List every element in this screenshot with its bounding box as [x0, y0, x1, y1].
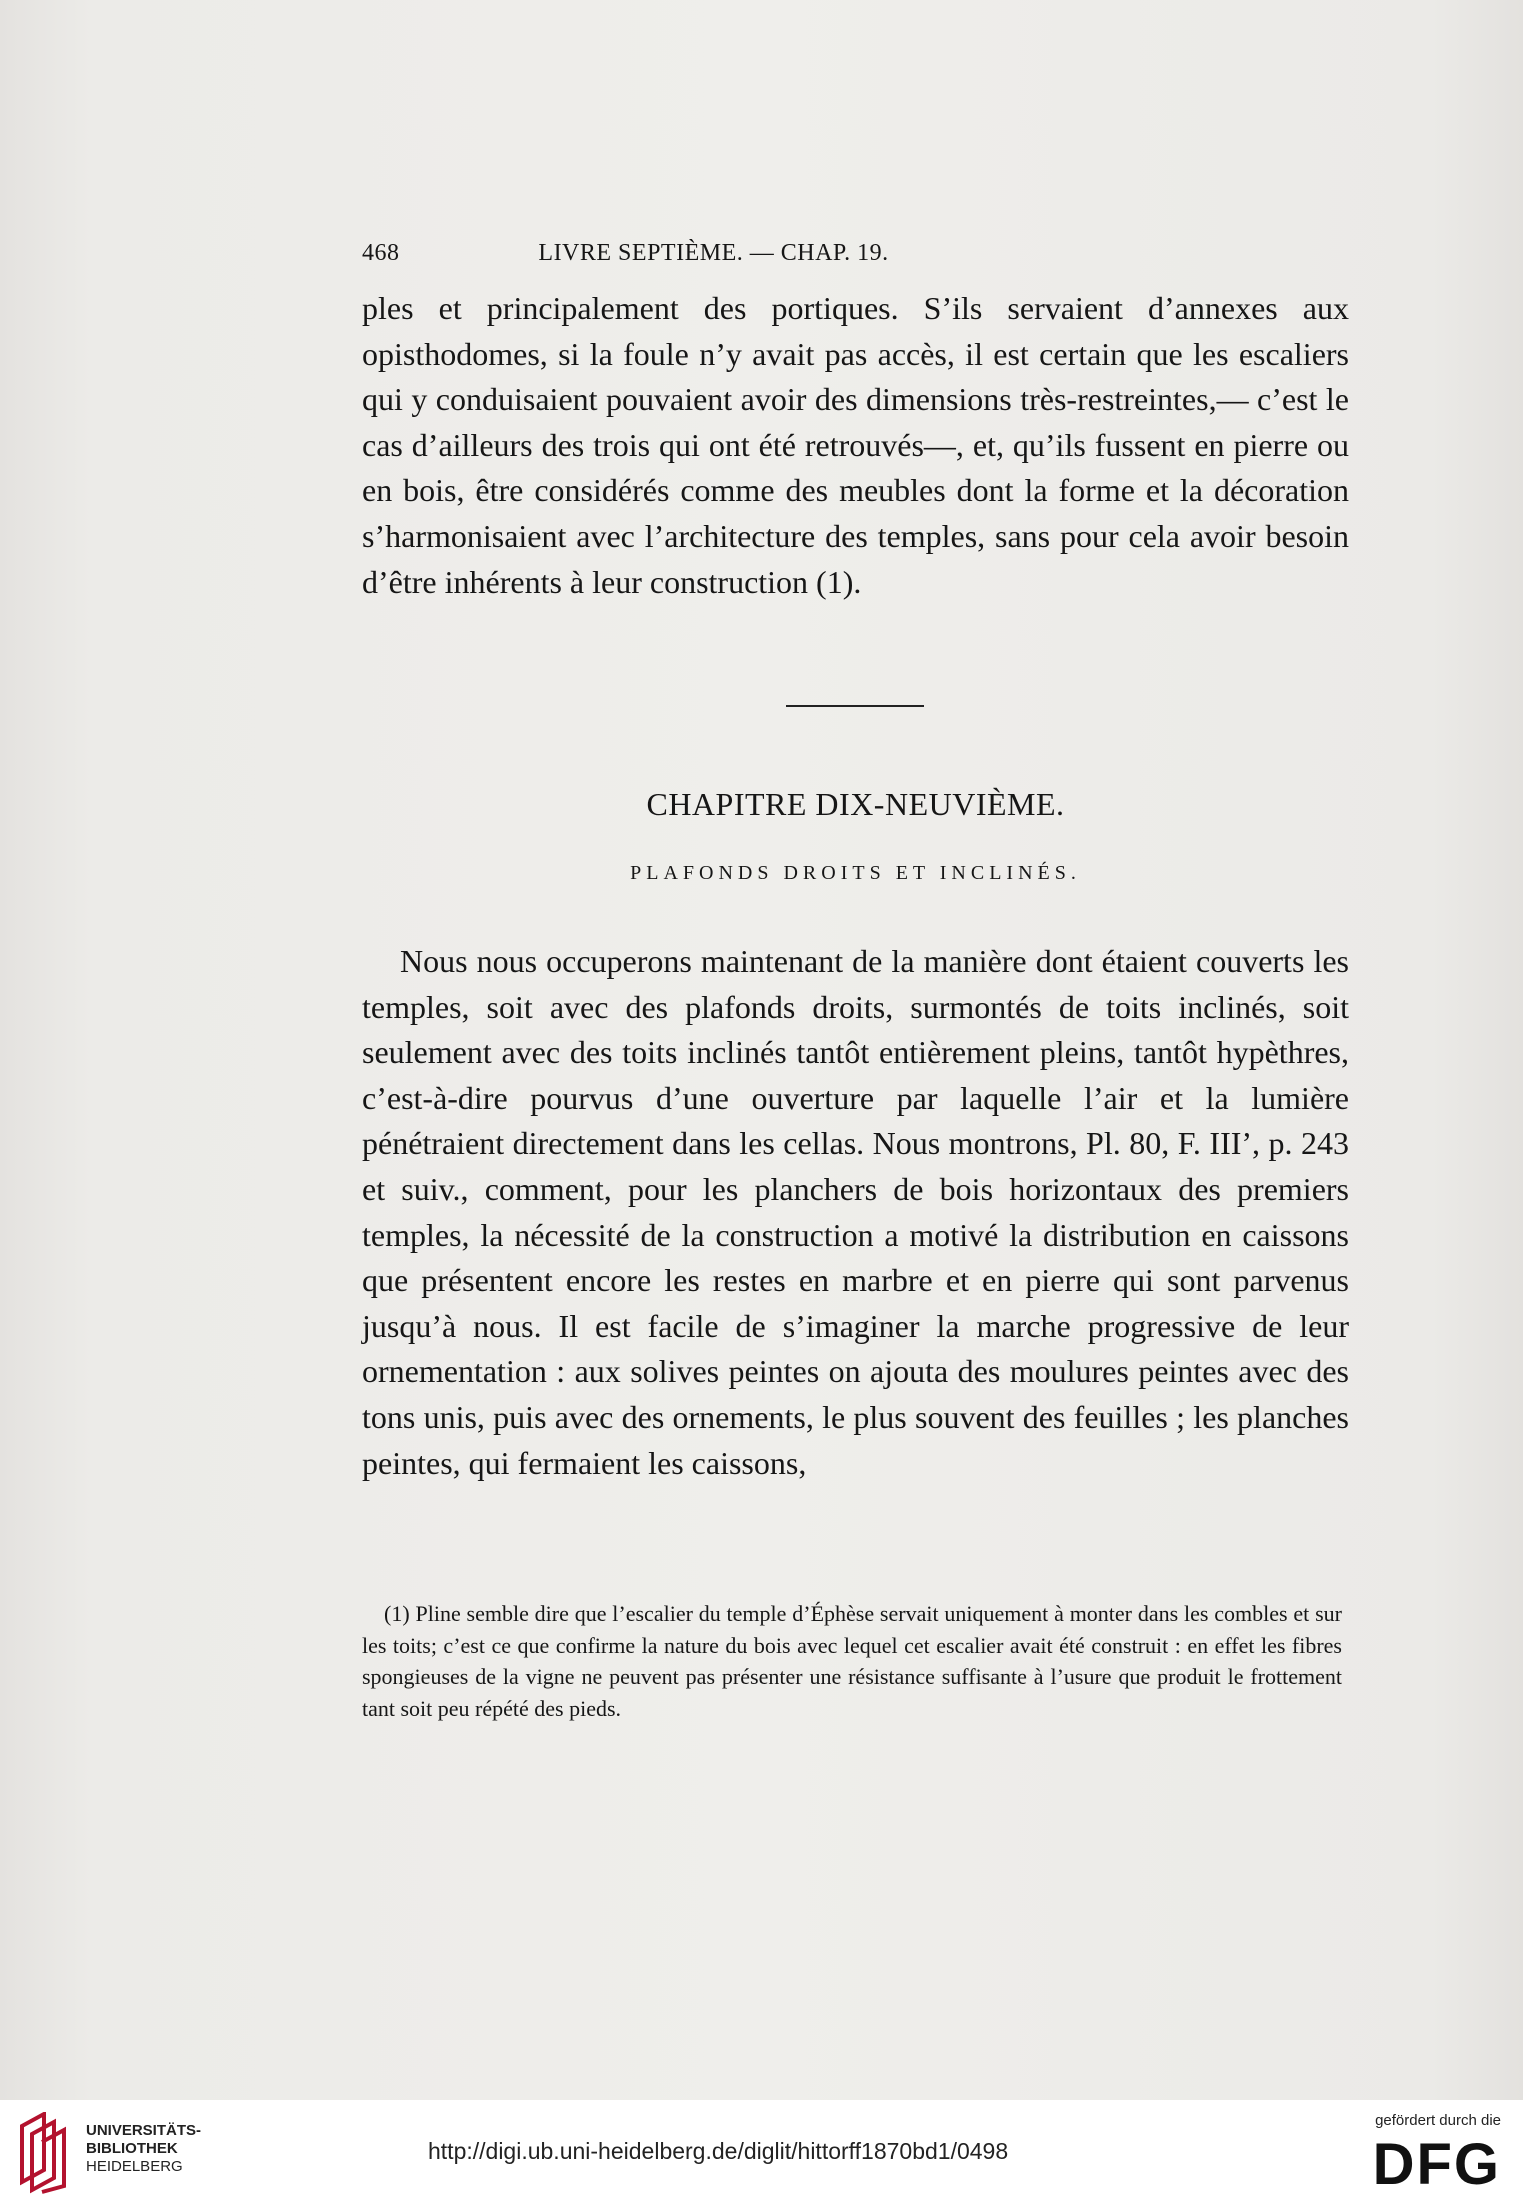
library-name: [86, 2122, 201, 2176]
chapter-title: CHAPITRE DIX-NEUVIÈME.: [646, 786, 1065, 822]
paragraph-continuation: ples et principalement des portiques. S’ils servaient d’annexes aux opisthodomes, si la foule n’y avait pas accès, il est certain que les escaliers qui y conduisaient pouvaient avoir des dimensions très-restreintes,— c’est le cas d’ailleurs des trois qui ont été retrouvés—, et, qu’ils fussent en pierre ou en bois, être considérés comme des meubles dont la forme et la décoration s’harmonisaient avec l’architecture des temples, sans pour cela avoir besoin d’être inhérents à leur construction (1).: [362, 290, 1349, 600]
chapter-subtitle: PLAFONDS DROITS ET INCLINÉS.: [630, 862, 1081, 884]
section-divider: [786, 705, 924, 707]
dfg-logo: DFG: [1372, 2132, 1501, 2197]
page-number: 468: [362, 240, 400, 266]
running-head: [362, 240, 1065, 276]
permalink-url[interactable]: http://digi.ub.uni-heidelberg.de/diglit/hittorff1870bd1/0498: [428, 2138, 1009, 2164]
library-name-line-1: UNIVERSITÄTS-: [86, 2122, 202, 2139]
library-name-line-3: HEIDELBERG: [86, 2158, 183, 2175]
paragraph-chapter-opening: Nous nous occuperons maintenant de la manière dont étaient couverts les temples, soit avec des plafonds droits, surmontés de toits inclinés, soit seulement avec des toits inclinés tantôt entièrement pleins, tantôt hypèthres, c’est-à-dire pourvus d’une ouverture par laquelle l’air et la lumière pénétraient directement dans les cellas. Nous montrons, Pl. 80, F. III’, p. 243 et suiv., comment, pour les planchers de bois horizontaux des premiers temples, la nécessité de la construction a motivé la distribution en caissons que présentent encore les restes en marbre et en pierre qui sont parvenus jusqu’à nous. Il est facile de s’imaginer la marche progressive de leur ornementation : aux solives peintes on ajouta des moulures peintes avec des tons unis, puis avec des ornements, le plus souvent des feuilles ; les planches peintes, qui fermaient les caissons,: [362, 943, 1349, 1481]
funding-label: gefördert durch die: [1375, 2112, 1501, 2129]
footnote: (1) Pline semble dire que l’escalier du temple d’Éphèse servait uniquement à monter dans les combles et sur les toits; c’est ce que confirme la nature du bois avec lequel cet escalier avait été construit : en effet les fibres spongieuses de la vigne ne peuvent pas présenter une résistance suffisante à l’usure que produit le frottement tant soit peu répété des pieds.: [362, 1601, 1342, 1721]
running-head-title: LIVRE SEPTIÈME. — CHAP. 19.: [538, 240, 889, 266]
library-name-line-2: BIBLIOTHEK: [86, 2140, 178, 2157]
library-logo-icon: [14, 2112, 76, 2194]
viewer-footer: [0, 2100, 1523, 2209]
